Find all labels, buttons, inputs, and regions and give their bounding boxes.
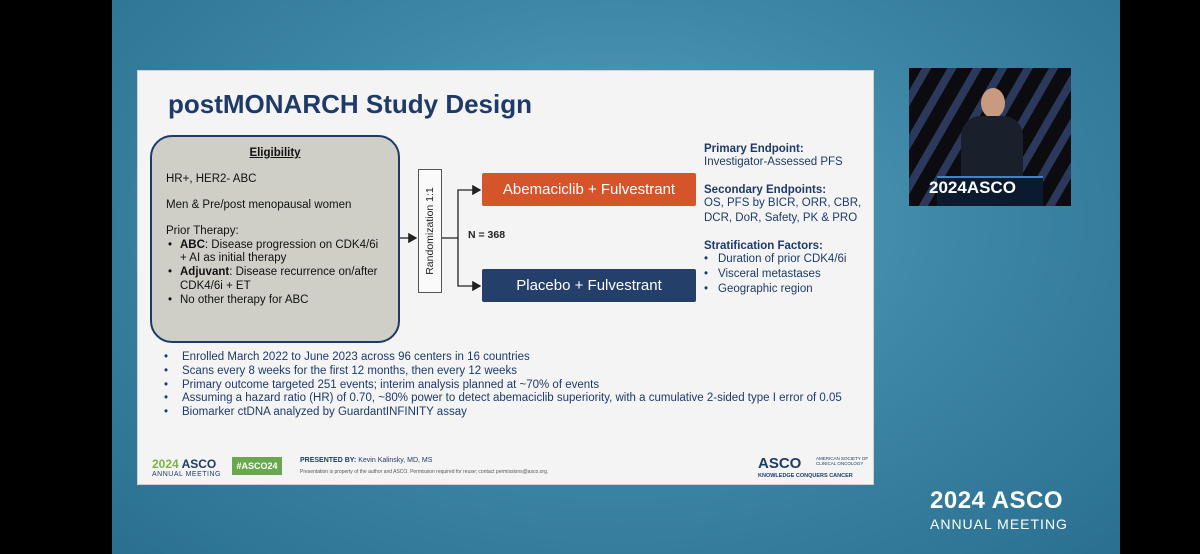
secondary-endpoints-text: OS, PFS by BICR, ORR, CBR, DCR, DoR, Safety, PK & PRO	[704, 196, 862, 224]
arm-placebo: Placebo + Fulvestrant	[482, 269, 696, 302]
arrow-to-placebo	[458, 238, 480, 286]
podium-text: 2024ASCO	[929, 178, 1016, 197]
stratification-list	[704, 252, 874, 297]
presenter-line: PRESENTED BY: Kevin Kalinsky, MD, MS	[300, 457, 433, 464]
corner-logo-meeting: ANNUAL MEETING	[930, 516, 1068, 532]
endpoints-column	[704, 143, 874, 307]
stratification-item: • Duration of prior CDK4/6i	[704, 252, 874, 267]
slide-footer	[138, 451, 875, 485]
prior-therapy-label: Prior Therapy:	[166, 225, 239, 237]
society-name: AMERICAN SOCIETY OF CLINICAL ONCOLOGY	[816, 456, 869, 466]
prior-therapy-item: • Adjuvant: Disease recurrence on/after CDK4/6i + ET	[166, 266, 384, 292]
sample-size-label: N = 368	[468, 229, 506, 241]
primary-endpoint-heading: Primary Endpoint:	[704, 143, 804, 155]
eligibility-line-1: HR+, HER2- ABC	[166, 173, 257, 185]
speaker	[961, 88, 1023, 188]
footer-meeting: ANNUAL MEETING	[152, 471, 221, 478]
prior-therapy-item: • No other therapy for ABC	[166, 294, 384, 307]
prior-therapy-item: • ABC: Disease progression on CDK4/6i + AI as initial therapy	[166, 239, 384, 265]
secondary-endpoints-heading: Secondary Endpoints:	[704, 183, 827, 196]
study-note: • Scans every 8 weeks for the first 12 months, then every 12 weeks	[164, 365, 844, 379]
eligibility-line-2: Men & Pre/post menopausal women	[166, 199, 352, 211]
slide-title: postMONARCH Study Design	[168, 89, 532, 119]
footer-logo: 2024 ASCO	[152, 457, 217, 471]
stratification-item: • Geographic region	[704, 282, 874, 297]
randomization-label: Randomization 1:1	[424, 187, 436, 275]
study-note: • Primary outcome targeted 251 events; interim analysis planned at ~70% of events	[164, 379, 844, 393]
speaker-video	[909, 68, 1071, 206]
study-note: • Biomarker ctDNA analyzed by GuardantINFINITY assay	[164, 406, 844, 420]
stratification-item: • Visceral metastases	[704, 267, 874, 282]
study-notes-list	[164, 351, 844, 420]
asco-logo: ASCO	[758, 455, 802, 472]
primary-endpoint-text: Investigator-Assessed PFS	[704, 156, 843, 168]
study-note: • Assuming a hazard ratio (HR) of 0.70, ~80% power to detect abemaciclib superiority, with a cumulative 2-sided type I error of 0.05	[164, 392, 844, 406]
arm-abemaciclib: Abemaciclib + Fulvestrant	[482, 173, 696, 206]
speaker-head	[981, 88, 1005, 118]
randomization-box	[418, 169, 442, 293]
slide	[137, 70, 874, 485]
stratification-heading: Stratification Factors:	[704, 239, 823, 252]
tagline: KNOWLEDGE CONQUERS CANCER	[758, 473, 853, 479]
eligibility-heading: Eligibility	[249, 147, 301, 159]
copyright-note: Presentation is property of the author and ASCO. Permission required for reuse; contact permissions@asco.org.	[300, 469, 549, 475]
corner-logo-year: 2024 ASCO	[930, 487, 1064, 514]
hashtag-badge: #ASCO24	[232, 457, 282, 475]
study-note: • Enrolled March 2022 to June 2023 across 96 centers in 16 countries	[164, 351, 844, 365]
corner-logo	[930, 487, 1068, 532]
